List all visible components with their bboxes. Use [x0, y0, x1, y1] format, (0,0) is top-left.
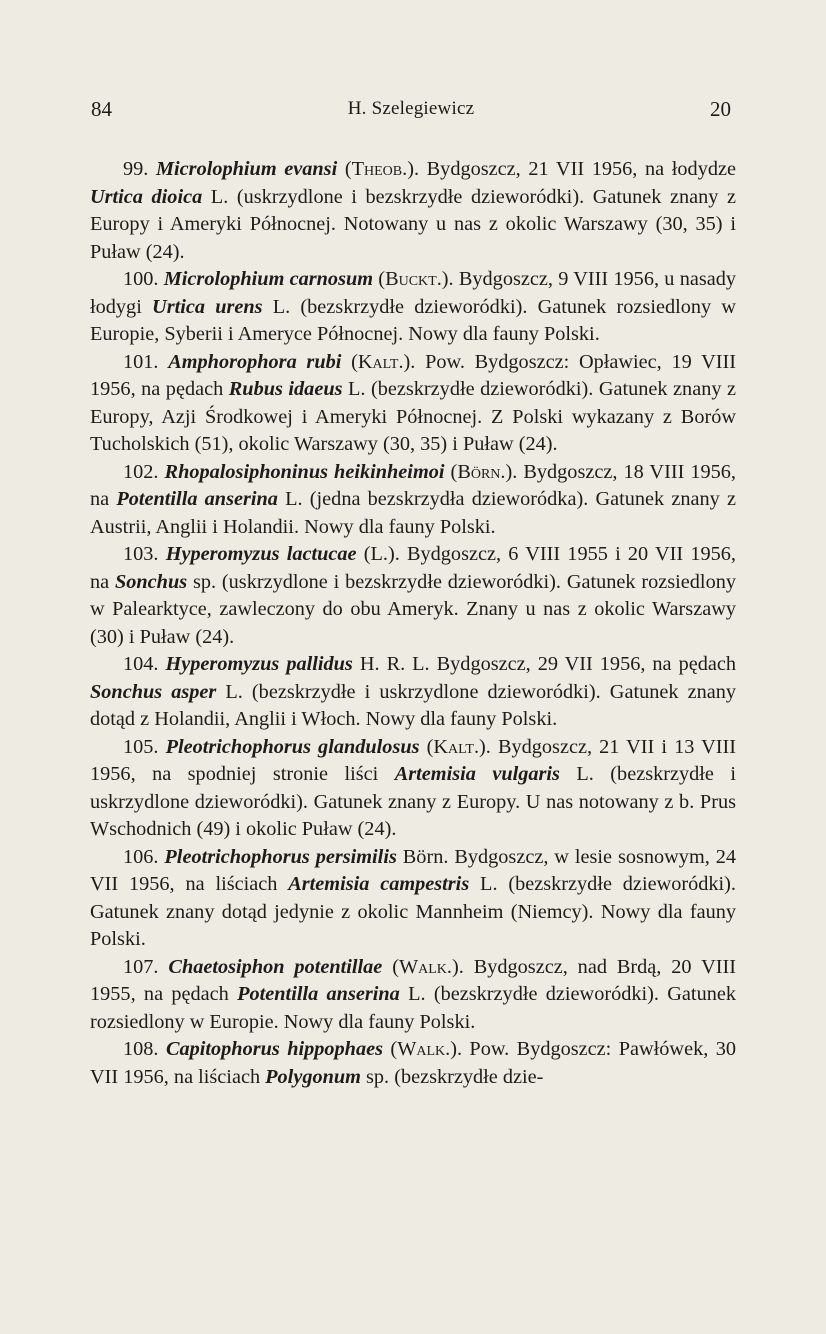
page-header — [91, 94, 731, 124]
page-number: 84 — [91, 97, 112, 121]
species-name: Hyperomyzus lactucae — [165, 543, 357, 565]
entry-number: 101. — [123, 350, 159, 373]
entry-text: sp. (uskrzydlone i bezskrzydłe dzieworódki). Gatunek rozsiedlony w Palearktyce, zawleczony do obu Ameryk. Znany u nas z okolic Warszawy (30) i Puław (24). — [90, 570, 736, 648]
host-plant: Sonchus — [114, 570, 188, 593]
entry-text: ). Bydgoszcz, 9 VIII 1956, u nasady łodygi — [90, 268, 737, 318]
species-name: Hyperomyzus pallidus — [165, 653, 353, 675]
species-entry: 101. Amphorophora rubi (Kalt.). Pow. Bydgoszcz: Opławiec, 19 VIII 1956, na pędach Rubus idaeus L. (bezskrzydłe dzieworódki). Gatunek znany z Europy, Azji Środkowej i Ameryki Północnej. Z Polski wykazany z Borów Tucholskich (51), okolic Warszawy (30, 35) i Puław (24). — [90, 350, 737, 455]
entry-text: L. (bezskrzydłe dzieworódki). Gatunek znany z Europy, Azji Środkowej i Ameryki Północnej. Z Polski wykazany z Borów Tucholskich (51), okolic Warszawy (30, 35) i Puław (24). — [90, 378, 737, 455]
entry-text: sp. (bezskrzydłe dzie- — [360, 1065, 544, 1088]
entry-text: L. (bezskrzydłe dzieworódki). Gatunek znany dotąd jedynie z okolic Mannheim (Niemcy). Nowy dla fauny Polski. — [90, 873, 736, 950]
host-plant: Sonchus asper — [90, 680, 217, 703]
author-name: Theob. — [351, 158, 408, 180]
entry-number: 100. — [123, 268, 159, 290]
species-name: Chaetosiphon potentillae — [168, 955, 383, 978]
entry-text: ). Bydgoszcz, 6 VIII 1955 i 20 VII 1956, na — [90, 543, 736, 593]
running-head: H. Szelegiewicz — [347, 98, 475, 119]
entry-text: ). Pow. Bydgoszcz: Pawłówek, 30 VII 1956, na liściach — [90, 1038, 736, 1088]
entry-text: L. (bezskrzydłe i uskrzydlone dzieworódki). Gatunek znany dotąd z Holandii, Anglii i Włoch. Nowy dla fauny Polski. — [90, 680, 737, 730]
species-entry: 108. Capitophorus hippophaes (Walk.). Pow. Bydgoszcz: Pawłówek, 30 VII 1956, na liściach Polygonum sp. (bezskrzydłe dzie- — [90, 1038, 736, 1088]
host-plant: Polygonum — [265, 1065, 361, 1088]
species-name: Rhopalosiphoninus heikinheimoi — [164, 460, 445, 483]
author-name: Walk. — [398, 955, 452, 978]
entry-text: Börn. Bydgoszcz, w lesie sosnowym, 24 VII 1956, na liściach — [90, 845, 736, 895]
entry-text: L. (bezskrzydłe dzieworódki). Gatunek rozsiedlony w Europie, Syberii i Ameryce Północnej. Nowy dla fauny Polski. — [90, 295, 736, 345]
entry-text: L. (bezskrzydłe dzieworódki). Gatunek rozsiedlony w Europie. Nowy dla fauny Polski. — [90, 983, 736, 1033]
host-plant: Potentilla anserina — [116, 488, 278, 510]
host-plant: Rubus idaeus — [228, 378, 343, 400]
entry-number: 99. — [123, 158, 149, 180]
species-name: Amphorophora rubi — [168, 350, 342, 373]
entry-text: ). Bydgoszcz, 18 VIII 1956, na — [90, 460, 737, 510]
species-name: Pleotrichophorus persimilis — [164, 845, 397, 868]
author-name: Börn. — [457, 460, 506, 483]
species-entry: 100. Microlophium carnosum (Buckt.). Bydgoszcz, 9 VIII 1956, u nasady łodygi Urtica urens L. (bezskrzydłe dzieworódki). Gatunek rozsiedlony w Europie, Syberii i Ameryce Północnej. Nowy dla fauny Polski. — [90, 268, 737, 345]
entry-number: 104. — [123, 653, 159, 675]
species-name: Capitophorus hippophaes — [165, 1038, 383, 1060]
entry-text: L. (uskrzydlone i bezskrzydłe dzieworódki). Gatunek znany z Europy i Ameryki Północnej. Notowany u nas z okolic Warszawy (30, 35) i Puław (24). — [90, 185, 737, 263]
entry-text: ). Bydgoszcz, 21 VII 1956, na łodydze — [407, 158, 736, 180]
species-entry: 102. Rhopalosiphoninus heikinheimoi (Börn.). Bydgoszcz, 18 VIII 1956, na Potentilla anserina L. (jedna bezskrzydła dzieworódka). Gatunek znany z Austrii, Anglii i Holandii. Nowy dla fauny Polski. — [90, 460, 737, 538]
author-name: Kalt. — [433, 735, 480, 758]
species-name: Pleotrichophorus glandulosus — [165, 735, 420, 758]
species-name: Microlophium evansi — [156, 158, 338, 180]
species-name: Microlophium carnosum — [163, 268, 374, 290]
author-name: Buckt. — [385, 268, 442, 290]
species-entry — [90, 651, 736, 734]
host-plant: Artemisia vulgaris — [394, 763, 560, 785]
author-name: Kalt. — [357, 350, 404, 373]
entry-number: 103. — [123, 543, 159, 565]
entry-text: L. (jedna bezskrzydła dzieworódka). Gatunek znany z Austrii, Anglii i Holandii. Nowy dla fauny Polski. — [90, 488, 736, 538]
host-plant: Potentilla anserina — [237, 983, 400, 1005]
species-entry: 99. Microlophium evansi (Theob.). Bydgoszcz, 21 VII 1956, na łodydze Urtica dioica L. (uskrzydlone i bezskrzydłe dzieworódki). Gatunek znany z Europy i Ameryki Północnej. Notowany u nas z okolic Warszawy (30, 35) i Puław (24). — [90, 158, 737, 263]
host-plant: Urtica dioica — [90, 185, 203, 208]
entry-number: 102. — [123, 460, 159, 483]
author-name: L. — [370, 543, 388, 565]
species-entry: 105. Pleotrichophorus glandulosus (Kalt.). Bydgoszcz, 21 VII i 13 VIII 1956, na spodniej stronie liści Artemisia vulgaris L. (bezskrzydłe i uskrzydlone dzieworódki). Gatunek znany z Europy. U nas notowany z b. Prus Wschodnich (49) i okolic Puław (24). — [90, 735, 737, 840]
entry-text: L. (bezskrzydłe i uskrzydlone dzieworódki). Gatunek znany z Europy. U nas notowany z b. Prus Wschodnich (49) i okolic Puław (24). — [90, 763, 736, 840]
entry-number: 108. — [123, 1038, 159, 1060]
entry-number: 105. — [123, 735, 159, 758]
entry-text: ). Bydgoszcz, 21 VII i 13 VIII 1956, na spodniej stronie liści — [90, 735, 737, 785]
volume-number: 20 — [710, 97, 731, 121]
entry-number: 107. — [123, 955, 159, 978]
entry-text: H. R. L. Bydgoszcz, 29 VII 1956, na pędach — [359, 653, 736, 675]
host-plant: Urtica urens — [152, 295, 263, 318]
entry-text: ). Bydgoszcz, nad Brdą, 20 VIII 1955, na pędach — [90, 955, 737, 1005]
species-entry: 103. Hyperomyzus lactucae (L.). Bydgoszcz, 6 VIII 1955 i 20 VII 1956, na Sonchus sp. (uskrzydlone i bezskrzydłe dzieworódki). Gatunek rozsiedlony w Palearktyce, zawleczony do obu Ameryk. Znany u nas z okolic Warszawy (30) i Puław (24). — [90, 543, 736, 648]
body-text — [90, 156, 736, 1091]
species-entry — [90, 844, 736, 954]
host-plant: Artemisia campestris — [288, 873, 470, 895]
author-name: Walk. — [397, 1038, 451, 1060]
entry-number: 106. — [123, 845, 159, 868]
entry-text: ). Pow. Bydgoszcz: Opławiec, 19 VIII 1956, na pędach — [90, 350, 736, 400]
species-entry: 107. Chaetosiphon potentillae (Walk.). Bydgoszcz, nad Brdą, 20 VIII 1955, na pędach Potentilla anserina L. (bezskrzydłe dzieworódki). Gatunek rozsiedlony w Europie. Nowy dla fauny Polski. — [90, 955, 737, 1033]
